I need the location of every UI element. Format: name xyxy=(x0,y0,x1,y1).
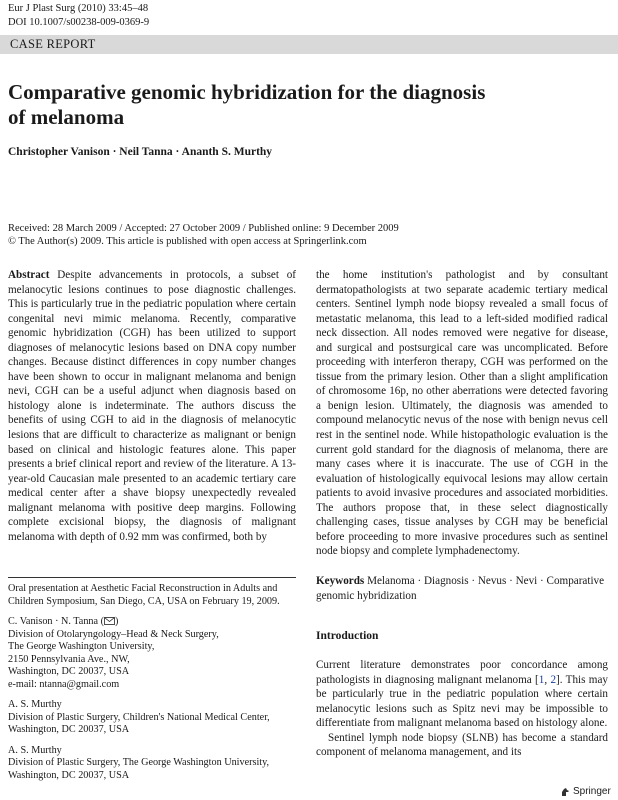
article-dates xyxy=(8,222,399,248)
abstract-label: Abstract xyxy=(8,269,50,281)
aff1-line: 2150 Pennsylvania Ave., NW, xyxy=(8,653,130,665)
footnote-divider xyxy=(8,577,296,578)
section-heading-introduction: Introduction xyxy=(316,630,379,642)
title-line-1: Comparative genomic hybridization for the diagnosis xyxy=(8,80,486,104)
aff1-line: The George Washington University, xyxy=(8,641,155,652)
section-label: CASE REPORT xyxy=(10,37,96,51)
aff3-line: Division of Plastic Surgery, The George Washington University, xyxy=(8,757,270,768)
keywords xyxy=(316,574,608,603)
publisher-name: Springer xyxy=(573,786,611,797)
email-link[interactable]: e-mail: ntanna@gmail.com xyxy=(8,678,120,690)
journal-header xyxy=(8,2,149,30)
article-title xyxy=(8,80,608,130)
intro-paragraph-2: Sentinel lymph node biopsy (SLNB) has become a standard component of melanoma management, and its xyxy=(316,731,608,759)
springer-horse-icon xyxy=(560,787,570,797)
aff2-line: Division of Plastic Surgery, Children's National Medical Center, xyxy=(8,711,270,723)
title-line-2: of melanoma xyxy=(8,105,125,129)
affiliation-1 xyxy=(8,616,296,691)
footnotes xyxy=(8,583,296,782)
doi[interactable]: DOI 10.1007/s00238-009-0369-9 xyxy=(8,17,150,28)
affiliation-3 xyxy=(8,745,296,783)
affiliation-1-close: ) xyxy=(114,616,119,627)
abstract-continued: the home institution's pathologist and by consultant dermatopathologists at two separate academic tertiary medical centers. Sentinel lymph node biopsy revealed a small focus of metastatic melanoma, this lead to a left-sided modified radical neck dissection. All nodes removed were negative for disease, and surgical and postsurgical care was uncomplicated. Before proceeding with interferon therapy, CGH was performed on the tissue from the primary lesion. Other than a slight amplification of chromosome 16p, no other aberrations were detected favoring a benign lesion. Ultimately, the diagnosis was amended to compound melanocytic nevus of the nose with benign nevus cell rest in the sentinel node. While histopathologic evaluation is the current gold standard for the diagnosis of melanoma, there are many cases where it is inaccurate. The use of CGH in the evaluation of histologically equivocal lesions may allow certain patients to avoid invasive procedures and associated morbidities. The authors propose that, in these select diagnostically challenging cases, tissue analyses by CGH may be beneficial before proceeding to more invasive procedures such as sentinel node biopsy and complete lymphadenectomy. xyxy=(316,269,608,558)
presentation-note: Oral presentation at Aesthetic Facial Reconstruction in Adults and Children Symposium, San Diego, CA, USA on February 19, 2009. xyxy=(8,583,280,607)
affiliation-2 xyxy=(8,699,296,737)
affiliation-1-names: C. Vanison · N. Tanna ( xyxy=(8,616,104,627)
journal-citation: Eur J Plast Surg (2010) 33:45–48 xyxy=(8,3,149,14)
citation-link[interactable]: 2 xyxy=(550,673,557,686)
aff3-line: Washington, DC 20037, USA xyxy=(8,769,130,781)
publisher-logo xyxy=(560,786,611,798)
envelope-icon[interactable] xyxy=(104,617,115,625)
keywords-label: Keywords xyxy=(316,575,365,587)
intro-paragraph-1 xyxy=(316,658,608,731)
author-list: Christopher Vanison · Neil Tanna · Ananth S. Murthy xyxy=(8,146,273,158)
affiliation-3-name: A. S. Murthy xyxy=(8,744,62,756)
intro-p1-text: Current literature demonstrates poor concordance among pathologists in diagnosing malignant melanoma [ xyxy=(316,659,608,686)
keywords-text: Melanoma · Diagnosis · Nevus · Nevi · Comparative genomic hybridization xyxy=(316,575,605,602)
citation-separator: , xyxy=(544,673,551,686)
citation-link[interactable]: 1 xyxy=(538,673,545,686)
intro-p1-text-cont: ]. This may be particularly true in the pediatric population where certain melanocytic lesions such as Spitz nevi may be impossible to differentiate from malignant melanoma based on histology alone. xyxy=(316,673,608,730)
received-line: Received: 28 March 2009 / Accepted: 27 October 2009 / Published online: 9 December 2009 xyxy=(8,223,399,234)
aff2-line: Washington, DC 20037, USA xyxy=(8,724,130,735)
abstract-right-column xyxy=(316,268,608,559)
copyright-line[interactable]: © The Author(s) 2009. This article is published with open access at Springerlink.com xyxy=(8,236,367,247)
section-banner xyxy=(0,35,618,54)
abstract-left-column xyxy=(8,268,296,544)
introduction-body xyxy=(316,658,608,760)
affiliation-2-name: A. S. Murthy xyxy=(8,699,62,710)
abstract-text: Despite advancements in protocols, a subset of melanocytic lesions continues to pose diagnostic challenges. This is particularly true in the pediatric population where certain congenital nevi mimic melanoma. Recently, comparative genomic hybridization (CGH) has been utilized to support diagnoses of melanocytic lesions based on DNA copy number changes. Because distinct differences in copy number changes have been shown to occur in malignant melanoma and benign nevi, CGH can be a useful adjunct when diagnosis based on histology alone is indeterminate. The authors discuss the benefits of using CGH to aid in the diagnosis of melanocytic lesions that are difficult to characterize as malignant or benign based on clinical and histologic features alone. This paper presents a brief clinical report and review of the literature. A 13-year-old Caucasian male presented to an academic tertiary care medical center after a shave biopsy unexpectedly revealed malignant melanoma with positive deep margins. Following complete excisional biopsy, the diagnosis of malignant melanoma with depth of 0.92 mm was confirmed, both by xyxy=(8,269,296,543)
aff1-line: Division of Otolaryngology–Head & Neck Surgery, xyxy=(8,628,219,640)
aff1-line: Washington, DC 20037, USA xyxy=(8,666,130,677)
